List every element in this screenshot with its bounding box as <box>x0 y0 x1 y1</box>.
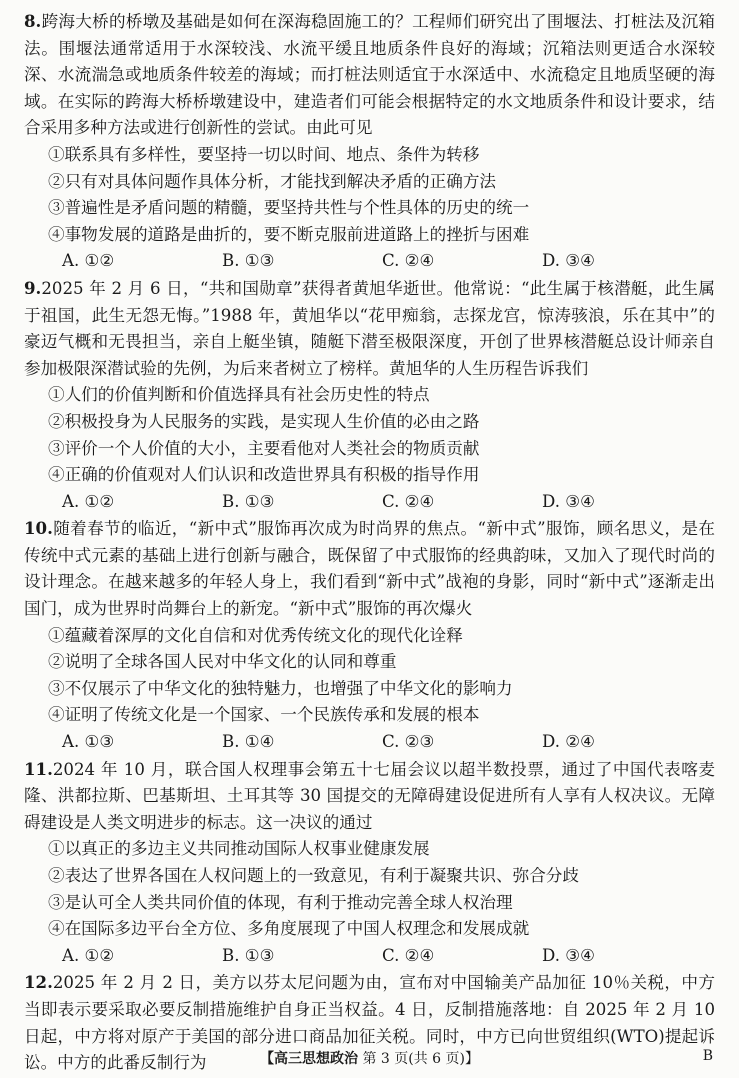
question-list <box>24 8 715 1077</box>
answer-choice: B. ①③ <box>222 251 275 271</box>
statement-option: ③普遍性是矛盾问题的精髓，要坚持共性与个性具体的历史的统一 <box>48 198 530 218</box>
statement-option: ②只有对具体问题作具体分析，才能找到解决矛盾的正确方法 <box>48 171 497 191</box>
statement-option: ①蕴藏着深厚的文化自信和对优秀传统文化的现代化诠释 <box>48 625 463 645</box>
question-text: 随着春节的临近，“新中式”服饰再次成为时尚界的焦点。“新中式”服饰，顾名思义，是在传统中式元素的基础上进行创新与融合，既保留了中式服饰的经典韵味，又加入了现代时尚的设计理念。在越来越多的年轻人身上，我们看到“新中式”战袍的身影，同时“新中式”逐渐走出国门，成为世界时尚舞台上的新宠。“新中式”服饰的再次爆火 <box>24 519 715 619</box>
statement-option: ③评价一个人价值的大小，主要看他对人类社会的物质贡献 <box>48 438 480 458</box>
answer-choice: D. ③④ <box>542 491 596 511</box>
question-block <box>24 8 715 275</box>
answer-choices <box>62 489 715 516</box>
answer-choice: C. ②③ <box>382 732 435 752</box>
question-stem <box>24 275 715 382</box>
statement-option: ②积极投身为人民服务的实践，是实现人生价值的必由之路 <box>48 411 480 431</box>
answer-choices <box>62 943 715 970</box>
question-text: 2024 年 10 月，联合国人权理事会第五十七届会议以超半数投票，通过了中国代表喀麦隆、洪都拉斯、巴基斯坦、土耳其等 30 国提交的无障碍建设促进所有人享有人权决议。无障碍建设是人类文明进步的标志。这一决议的通过 <box>24 759 715 832</box>
answer-choice: A. ①② <box>62 251 115 271</box>
answer-choice: A. ①③ <box>62 732 115 752</box>
footer-page-number: 第 3 页(共 6 页)】 <box>362 1051 479 1067</box>
footer-version: B <box>702 1048 713 1064</box>
question-text: 2025 年 2 月 2 日，美方以芬太尼问题为由，宣布对中国输美产品加征 10％关税，中方当即表示要采取必要反制措施维护自身正当权益。4 日，反制措施落地：自 2025 年 2 月 10 日起，中方将对原产于美国的部分进口商品加征关税。同时，中方已向世贸组织(WTO)提起诉讼。中方的此番反制行为 <box>24 973 715 1073</box>
statement-option: ②说明了全球各国人民对中华文化的认同和尊重 <box>48 652 397 672</box>
question-number: 10. <box>24 518 53 539</box>
answer-choice: D. ②④ <box>542 732 596 752</box>
question-stem <box>24 756 715 837</box>
statement-option: ③是认可全人类共同价值的体现，有利于推动完善全球人权治理 <box>48 892 513 912</box>
question-number: 11. <box>24 758 53 779</box>
question-number: 8. <box>24 11 42 31</box>
footer-title: 【高三思想政治 <box>260 1051 358 1067</box>
question-block <box>24 515 715 755</box>
answer-choices <box>62 729 715 756</box>
answer-choice: B. ①④ <box>222 732 275 752</box>
statement-option: ④证明了传统文化是一个国家、一个民族传承和发展的根本 <box>48 705 480 725</box>
answer-choice: A. ①② <box>62 945 115 965</box>
question-number: 12. <box>24 972 53 993</box>
question-block <box>24 275 715 515</box>
answer-choice: C. ②④ <box>382 491 435 511</box>
statement-option: ④正确的价值观对人们认识和改造世界具有积极的指导作用 <box>48 465 480 485</box>
answer-choice: C. ②④ <box>382 251 435 271</box>
answer-choice: B. ①③ <box>222 945 275 965</box>
answer-choice: D. ③④ <box>542 945 596 965</box>
answer-choices <box>62 248 715 275</box>
page-footer <box>0 1048 739 1068</box>
answer-choice: B. ①③ <box>222 491 275 511</box>
question-stem <box>24 515 715 622</box>
statement-option: ②表达了世界各国在人权问题上的一致意见，有利于凝聚共识、弥合分歧 <box>48 866 579 885</box>
statement-option: ④在国际多边平台全方位、多角度展现了中国人权理念和发展成就 <box>48 919 530 939</box>
statement-option: ④事物发展的道路是曲折的，要不断克服前进道路上的挫折与困难 <box>48 224 530 244</box>
question-block <box>24 756 715 970</box>
statement-option: ①以真正的多边主义共同推动国际人权事业健康发展 <box>48 839 430 859</box>
answer-choice: C. ②④ <box>382 945 435 965</box>
statement-option: ①人们的价值判断和价值选择具有社会历史性的特点 <box>48 385 430 405</box>
answer-choice: D. ③④ <box>542 251 596 271</box>
question-number: 9. <box>24 277 42 298</box>
answer-choice: A. ①② <box>62 491 115 511</box>
question-stem <box>24 8 715 142</box>
statement-option: ①联系具有多样性，要坚持一切以时间、地点、条件为转移 <box>48 144 480 164</box>
statement-option: ③不仅展示了中华文化的独特魅力，也增强了中华文化的影响力 <box>48 678 513 698</box>
question-text: 跨海大桥的桥墩及基础是如何在深海稳固施工的？工程师们研究出了围堰法、打桩法及沉箱法。围堰法通常适用于水深较浅、水流平缓且地质条件良好的海域；沉箱法则更适合水深较深、水流湍急或地质条件较差的海域；而打桩法则适宜于水深适中、水流稳定且地质坚硬的海域。在实际的跨海大桥桥墩建设中，建造者们可能会根据特定的水文地质条件和设计要求，结合采用多种方法或进行创新性的尝试。由此可见 <box>24 12 715 138</box>
question-text: 2025 年 2 月 6 日，“共和国勋章”获得者黄旭华逝世。他常说：“此生属于核潜艇，此生属于祖国，此生无怨无悔。”1988 年，黄旭华以“花甲痴翁，志探龙宫，惊涛骇浪，乐在其中”的豪迈气概和无畏担当，亲自上艇坐镇，随艇下潜至极限深度，开创了世界核潜艇总设计师亲自参加极限深潜试验的先例，为后来者树立了榜样。黄旭华的人生历程告诉我们 <box>24 278 715 378</box>
